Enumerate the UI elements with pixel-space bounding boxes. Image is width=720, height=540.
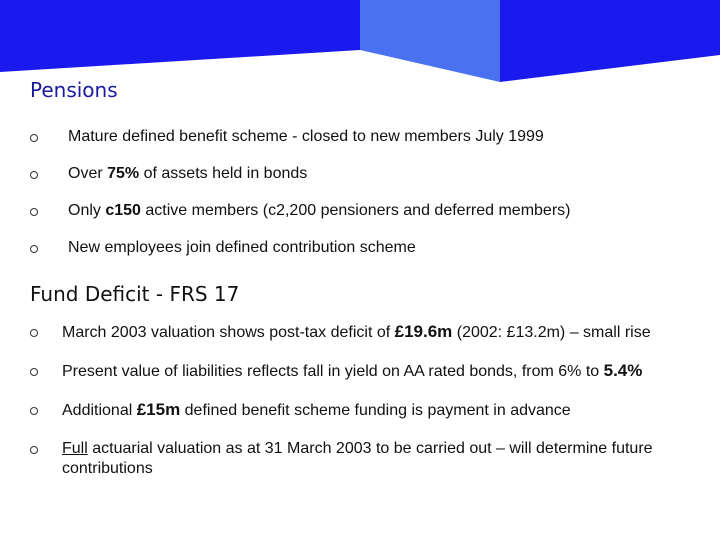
section-title-fund-deficit: Fund Deficit - FRS 17 xyxy=(30,282,240,306)
fund-deficit-bullet-list xyxy=(62,322,717,497)
list-item: New employees join defined contribution scheme xyxy=(68,238,708,258)
banner-shape-left xyxy=(0,0,360,72)
pensions-bullet-list xyxy=(68,127,708,275)
banner-shape-right xyxy=(500,0,720,82)
list-item: Full actuarial valuation as at 31 March 2003 to be carried out – will determine future contributions xyxy=(62,439,717,479)
list-item: Over 75% of assets held in bonds xyxy=(68,164,708,184)
list-item: Additional £15m defined benefit scheme funding is payment in advance xyxy=(62,400,717,421)
list-item: Only c150 active members (c2,200 pensioners and deferred members) xyxy=(68,201,708,221)
list-item: Present value of liabilities reflects fall in yield on AA rated bonds, from 6% to 5.4% xyxy=(62,361,717,382)
header-banner xyxy=(0,0,720,90)
list-item: March 2003 valuation shows post-tax deficit of £19.6m (2002: £13.2m) – small rise xyxy=(62,322,717,343)
list-item: Mature defined benefit scheme - closed to new members July 1999 xyxy=(68,127,708,147)
section-title-pensions: Pensions xyxy=(30,78,118,102)
banner-shape-light xyxy=(360,0,500,82)
